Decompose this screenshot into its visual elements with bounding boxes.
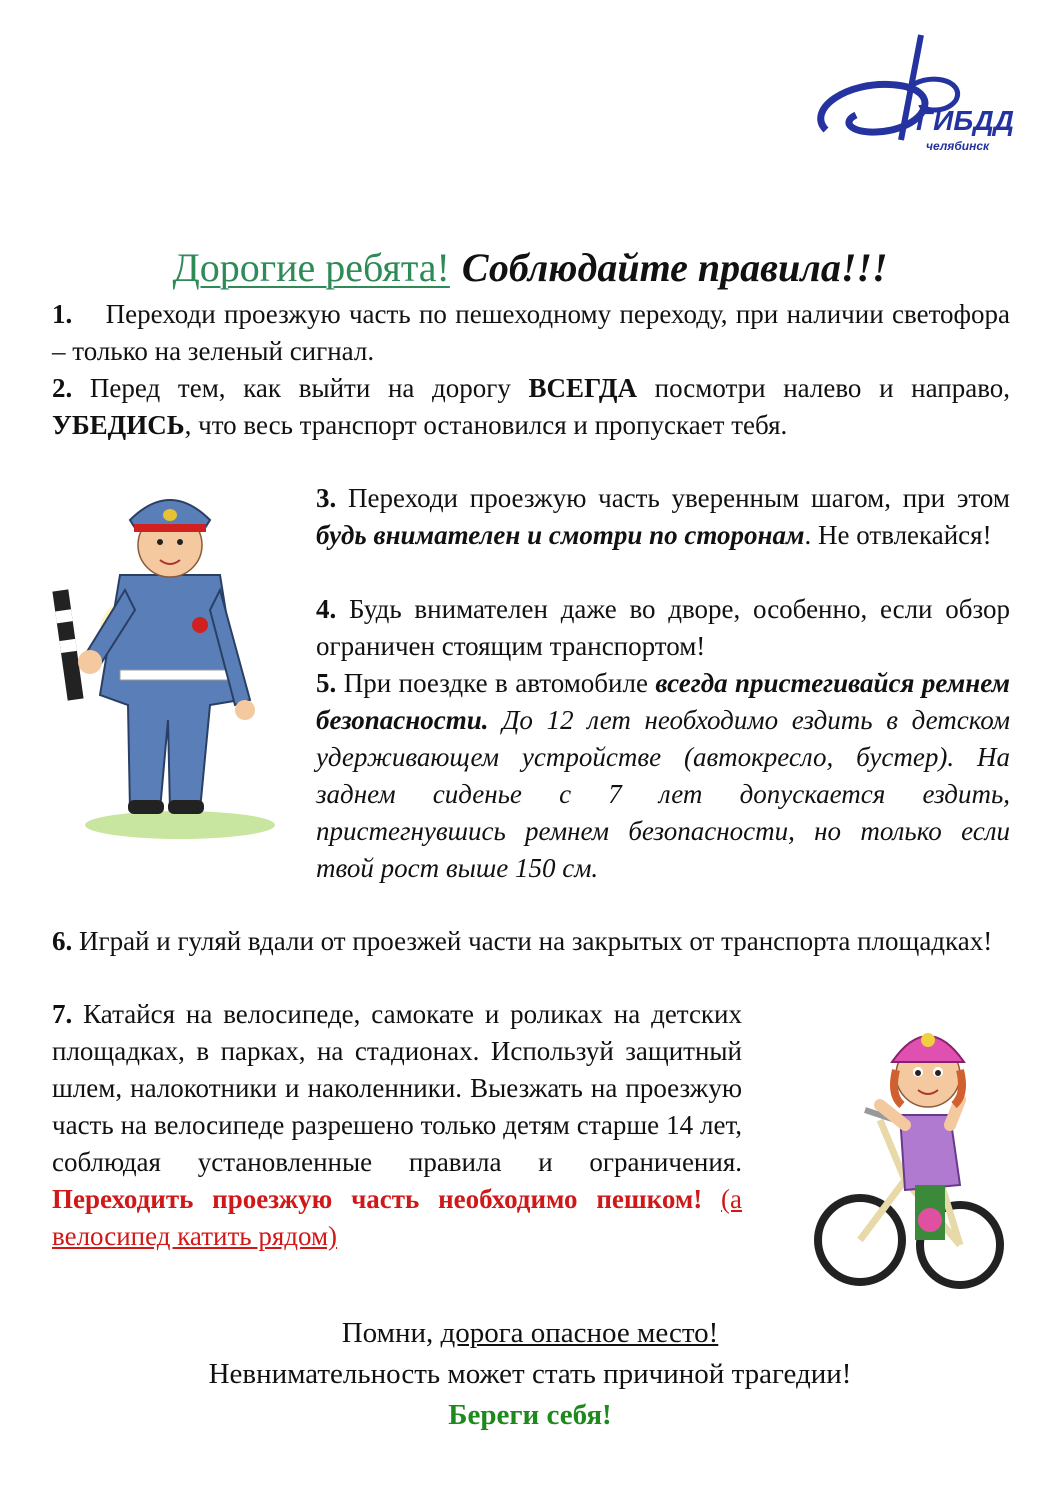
rule-7 bbox=[52, 996, 742, 1255]
rule-text: . Не отвлекайся! bbox=[804, 520, 992, 550]
page-title bbox=[0, 244, 1060, 291]
rule-emphasis: всегда пристегивайся ремнем безопасности. bbox=[316, 668, 1011, 735]
logo-text: ГИБДД bbox=[916, 105, 1014, 136]
rule-4 bbox=[316, 591, 1010, 665]
rule-text: Переходи проезжую часть уверенным шагом, при этом bbox=[348, 483, 1010, 513]
closing-text: Помни, bbox=[341, 1317, 434, 1349]
rule-number: 3. bbox=[316, 483, 337, 513]
rule-emphasis: будь внимателен и смотри по сторонам bbox=[316, 520, 805, 550]
child-cyclist-illustration bbox=[810, 1010, 1010, 1300]
rule-number: 7. bbox=[52, 999, 73, 1029]
rule-text: Играй и гуляй вдали от проезжей части на закрытых от транспорта площадках! bbox=[79, 926, 993, 956]
closing-line-3 bbox=[0, 1396, 1060, 1434]
rule-3 bbox=[316, 480, 1010, 554]
rule-1 bbox=[52, 296, 1010, 370]
rule-text: , что весь транспорт остановился и пропускает тебя. bbox=[184, 410, 788, 440]
rule-warning: Переходить проезжую часть необходимо пешком! bbox=[52, 1184, 703, 1214]
rule-text: При поездке в автомобиле bbox=[343, 668, 648, 698]
rule-text: Катайся на велосипеде, самокате и роликах на детских площадках, в парках, на стадионах. Используй защитный шлем, налокотники и наколенники. Выезжать на проезжую часть на велосипеде разрешено только детям старше 14 лет, соблюдая установленные правила и ограничения. bbox=[52, 999, 742, 1177]
rule-number: 2. bbox=[52, 373, 73, 403]
rule-number: 4. bbox=[316, 594, 337, 624]
rule-6 bbox=[52, 923, 1010, 960]
title-greeting: Дорогие ребята! bbox=[172, 245, 450, 290]
traffic-officer-illustration bbox=[50, 480, 290, 840]
rule-text-italic: До 12 лет необходимо ездить в детском удерживающем устройстве (автокресло, бустер). На заднем сиденье с 7 лет допускается ездить, пристегнувшись ремнем безопасности, но только если твой рост выше 150 см. bbox=[316, 705, 1011, 883]
rule-number: 1. bbox=[52, 299, 73, 329]
closing-emphasis: дорога опасное место! bbox=[440, 1317, 719, 1349]
logo-city: челябинск bbox=[926, 139, 990, 153]
rule-number: 6. bbox=[52, 926, 73, 956]
closing-line-2: Невнимательность может стать причиной трагедии! bbox=[208, 1358, 852, 1390]
rule-text: Переходи проезжую часть по пешеходному переходу, при наличии светофора – только на зеленый сигнал. bbox=[52, 299, 1010, 366]
rule-emphasis: УБЕДИСЬ bbox=[52, 410, 185, 440]
title-slogan: Соблюдайте правила!!! bbox=[461, 245, 888, 290]
closing-final: Береги себя! bbox=[448, 1399, 612, 1431]
gibdd-logo bbox=[806, 30, 1018, 160]
rule-text: Перед тем, как выйти на дорогу bbox=[89, 373, 511, 403]
rule-text: посмотри налево и направо, bbox=[654, 373, 1011, 403]
rule-text: Будь внимателен даже во дворе, особенно, если обзор ограничен стоящим транспортом! bbox=[316, 594, 1010, 661]
rule-warning-note: (а велосипед катить рядом) bbox=[52, 1184, 742, 1251]
rule-emphasis: ВСЕГДА bbox=[528, 373, 637, 403]
rule-2 bbox=[52, 370, 1010, 444]
rule-number: 5. bbox=[316, 668, 337, 698]
closing-line-1 bbox=[0, 1314, 1060, 1352]
rule-5 bbox=[316, 665, 1010, 887]
